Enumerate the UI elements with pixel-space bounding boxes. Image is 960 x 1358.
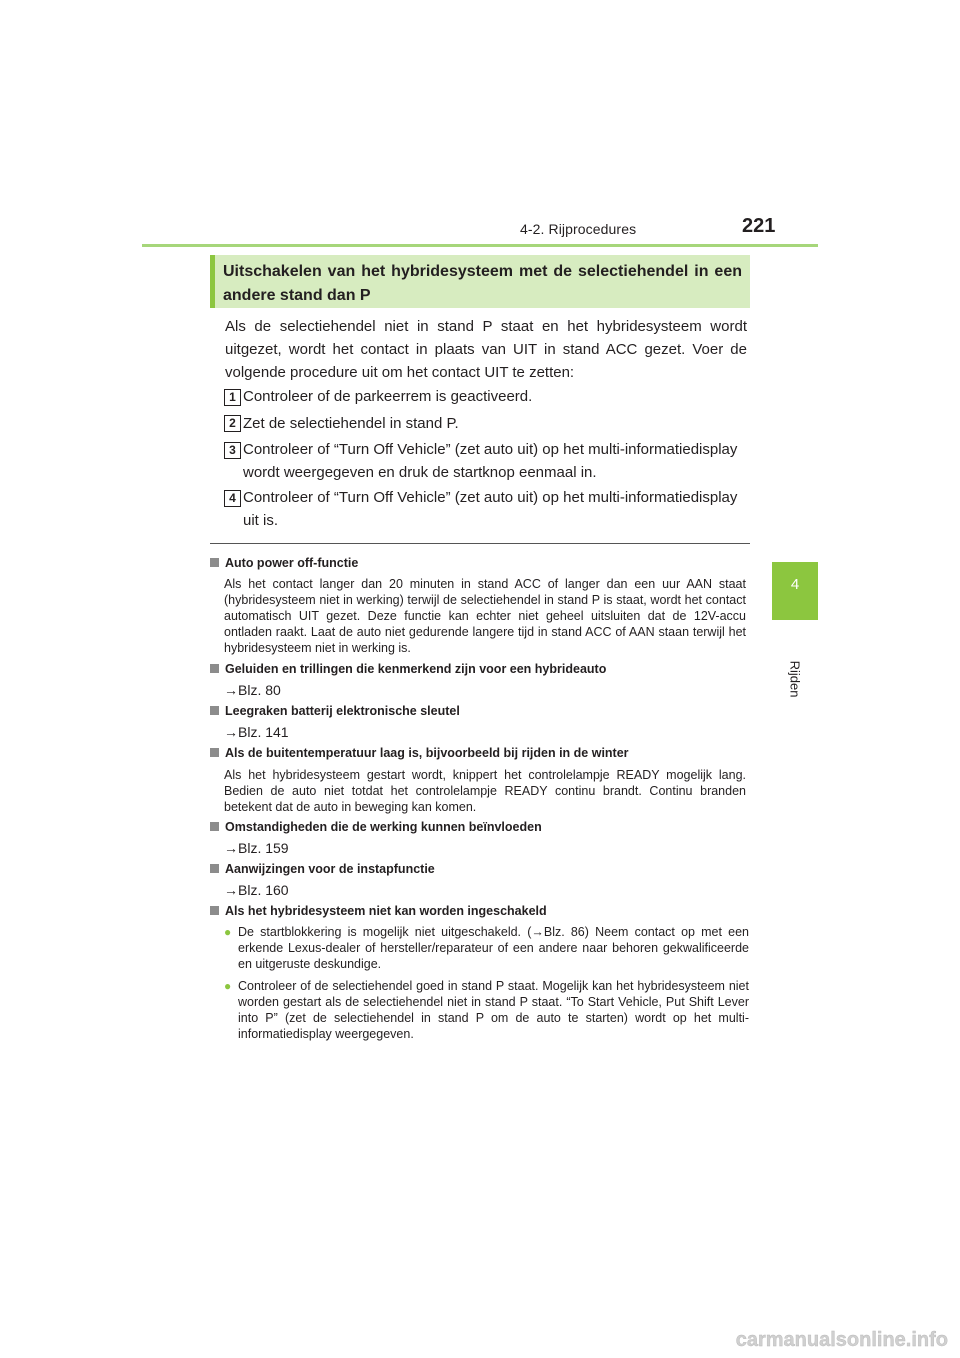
svg-text:carmanualsonline.info: carmanualsonline.info bbox=[735, 1329, 948, 1351]
page-reference: →Blz. 160 bbox=[224, 882, 289, 898]
chapter-label-text: Rijden bbox=[787, 660, 803, 698]
header-rule bbox=[142, 244, 818, 247]
divider bbox=[210, 543, 750, 544]
square-bullet-icon bbox=[210, 822, 219, 831]
dot-bullet-icon: ● bbox=[224, 925, 232, 939]
note-heading: Als het hybridesysteem niet kan worden ingeschakeld bbox=[210, 904, 547, 918]
chapter-label bbox=[778, 654, 812, 704]
step-number-4: 4 bbox=[224, 490, 241, 507]
bullet-text: De startblokkering is mogelijk niet uitgeschakeld. (→Blz. 86) Neem contact op met een erkende Lexus-dealer of hersteller/reparateur of een andere naar behoren gekwalificeerde en uitgeruste deskundige. bbox=[238, 925, 749, 971]
intro-paragraph: Als de selectiehendel niet in stand P staat en het hybridesysteem wordt uitgezet, wordt het contact in plaats van UIT in stand ACC gezet. Voer de volgende procedure uit om het contact UIT te zetten: bbox=[225, 318, 747, 381]
square-bullet-icon bbox=[210, 748, 219, 757]
note-heading: Omstandigheden die de werking kunnen beïnvloeden bbox=[210, 820, 542, 834]
watermark-logo bbox=[690, 1326, 950, 1352]
note-body: Als het contact langer dan 20 minuten in stand ACC of langer dan een uur AAN staat (hybridesysteem niet in werking) terwijl de selectiehendel in stand P is staat, wordt het contact automatisch UIT gezet. Deze functie kan echter niet geheel uitsluiten dat de 12V-accu ontladen raakt. Laat de auto niet gedurende langere tijd in stand ACC of AAN staan terwijl het hybridesysteem niet in werking is. bbox=[224, 577, 746, 655]
step-text-4: Controleer of “Turn Off Vehicle” (zet auto uit) op het multi-informatiedisplay uit is. bbox=[243, 489, 738, 529]
step-text-1: Controleer of de parkeerrem is geactiveerd. bbox=[243, 388, 533, 405]
step-number-2: 2 bbox=[224, 415, 241, 432]
page-reference: →Blz. 80 bbox=[224, 682, 281, 698]
page-reference: →Blz. 141 bbox=[224, 724, 289, 740]
section-heading-box bbox=[210, 255, 750, 308]
section-title: 4-2. Rijprocedures bbox=[520, 221, 637, 237]
note-body: Als het hybridesysteem gestart wordt, knippert het controlelampje READY mogelijk lang. Bedien de auto niet totdat het controlelampje READY continu brandt. Continu branden betekent dat de auto in beweging kan komen. bbox=[224, 768, 746, 814]
note-heading: Geluiden en trillingen die kenmerkend zijn voor een hybrideauto bbox=[210, 662, 606, 676]
note-heading: Auto power off-functie bbox=[210, 556, 358, 570]
section-heading: Uitschakelen van het hybridesysteem met de selectiehendel in een andere stand dan P bbox=[223, 263, 742, 304]
square-bullet-icon bbox=[210, 558, 219, 567]
square-bullet-icon bbox=[210, 706, 219, 715]
bullet-text: Controleer of de selectiehendel goed in stand P staat. Mogelijk kan het hybridesysteem niet worden gestart als de selectiehendel niet in stand P staat. “To Start Vehicle, Put Shift Lever into P” (zet de selectiehendel in stand P om de auto te starten) wordt op het multi-informatiedisplay weergegeven. bbox=[238, 979, 749, 1041]
square-bullet-icon bbox=[210, 864, 219, 873]
page-reference: →Blz. 159 bbox=[224, 840, 289, 856]
note-heading: Aanwijzingen voor de instapfunctie bbox=[210, 862, 435, 876]
step-number-3: 3 bbox=[224, 442, 241, 459]
dot-bullet-icon: ● bbox=[224, 979, 232, 993]
note-heading: Als de buitentemperatuur laag is, bijvoorbeeld bij rijden in de winter bbox=[210, 746, 629, 760]
step-text-3: Controleer of “Turn Off Vehicle” (zet auto uit) op het multi-informatiedisplay wordt weergegeven en druk de startknop eenmaal in. bbox=[243, 441, 738, 481]
step-number-1: 1 bbox=[224, 389, 241, 406]
step-text-2: Zet de selectiehendel in stand P. bbox=[243, 415, 459, 432]
note-heading: Leegraken batterij elektronische sleutel bbox=[210, 704, 460, 718]
square-bullet-icon bbox=[210, 664, 219, 673]
square-bullet-icon bbox=[210, 906, 219, 915]
page-number: 221 bbox=[742, 215, 776, 237]
chapter-number: 4 bbox=[790, 576, 800, 593]
